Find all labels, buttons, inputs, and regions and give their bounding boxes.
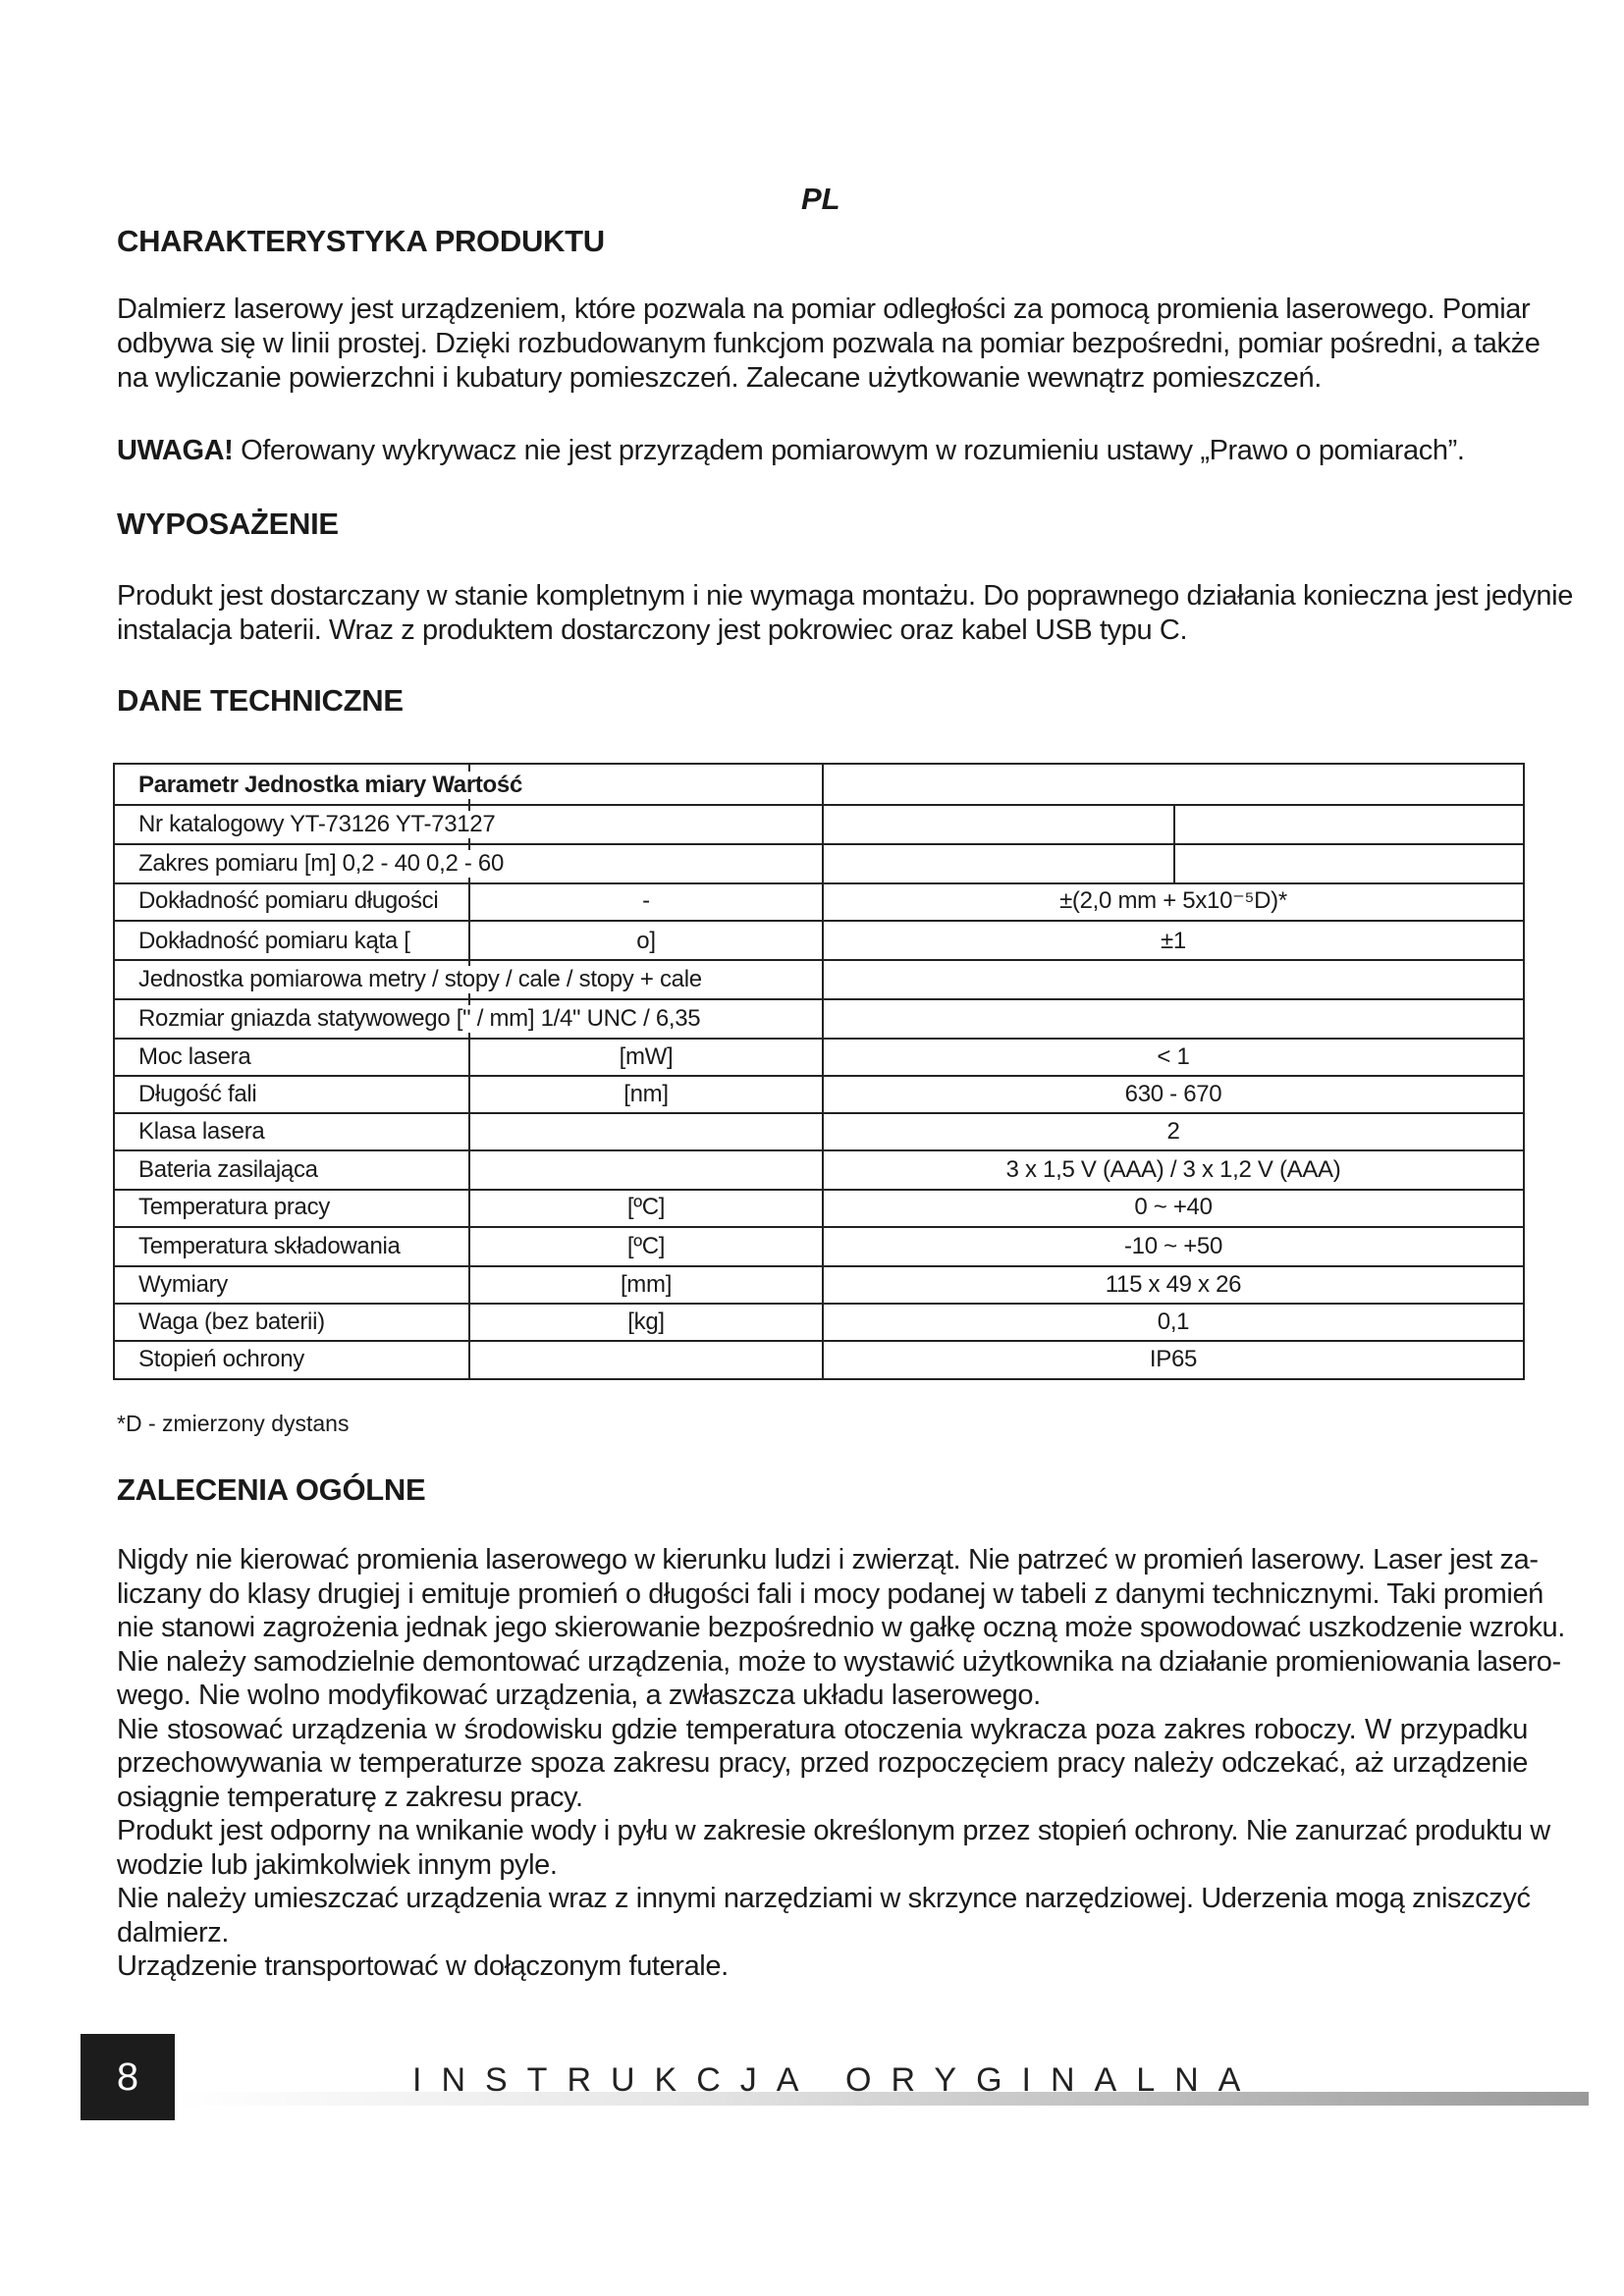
table-row-divider <box>115 1075 1523 1077</box>
table-cell-value: 2 <box>1166 1118 1180 1145</box>
text-line: Dalmierz laserowy jest urządzeniem, które pozwala na pomiar odległości za pomocą promienia laserowego. Pomiar <box>117 294 1531 325</box>
table-row-divider <box>115 1340 1523 1342</box>
table-cell-unit: [ºC] <box>626 1233 666 1259</box>
equipment-paragraph <box>117 579 1573 648</box>
text-line: osiągnie temperaturę z zakresu pracy. <box>117 1781 583 1813</box>
table-row-divider <box>115 1226 1523 1228</box>
table-cell-value: ±1 <box>1161 928 1186 954</box>
table-cell-value: 3 x 1,5 V (AAA) / 3 x 1,2 V (AAA) <box>1005 1156 1341 1183</box>
heading-equipment: WYPOSAŻENIE <box>117 507 339 541</box>
table-footnote: *D - zmierzony dystans <box>117 1411 350 1436</box>
table-cell-param: Waga (bez baterii) <box>138 1308 325 1335</box>
text-line: nie stanowi zagrożenia jednak jego skierowanie bezpośrednio w gałkę oczną może spowodować uszkodzenie wzroku. <box>117 1612 1565 1643</box>
table-cell-unit: o] <box>636 928 656 954</box>
table-cell-unit: [mm] <box>620 1271 673 1298</box>
text-line: wodzie lub jakimkolwiek innym pyle. <box>117 1848 558 1881</box>
table-row-divider <box>115 959 1523 961</box>
heading-tech: DANE TECHNICZNE <box>117 683 404 718</box>
table-cell-value: ±(2,0 mm + 5x10⁻⁵D)* <box>1059 887 1287 914</box>
text-line: wego. Nie wolno modyfikować urządzenia, a zwłaszcza układu laserowego. <box>117 1680 1041 1711</box>
general-paragraph <box>117 1543 1565 1984</box>
table-row-divider <box>115 1112 1523 1114</box>
text-line: Nie stosować urządzenia w środowisku gdzie temperatura otoczenia wykracza poza zakres roboczy. W przypadku <box>117 1713 1528 1745</box>
heading-general: ZALECENIA OGÓLNE <box>117 1472 426 1507</box>
table-row-divider <box>115 1149 1523 1151</box>
table-cell-param: Bateria zasilająca <box>138 1156 318 1183</box>
text-line: liczany do klasy drugiej i emituje promień o długości fali i mocy podanej w tabeli z danymi technicznymi. Taki promień <box>117 1577 1543 1610</box>
text-line: Produkt jest odporny na wnikanie wody i pyłu w zakresie określonym przez stopień ochrony. Nie zanurzać produktu w <box>117 1815 1550 1846</box>
warning-text: Oferowany wykrywacz nie jest przyrządem pomiarowym w rozumieniu ustawy „Prawo o pomiarach”. <box>233 435 1465 466</box>
table-cell-param: Rozmiar gniazda statywowego [" / mm] 1/4" UNC / 6,35 <box>138 1005 701 1032</box>
table-cell-value: 0 ~ +40 <box>1134 1194 1213 1220</box>
heading-characteristics: CHARAKTERYSTYKA PRODUKTU <box>117 224 605 258</box>
table-cell-param: Wymiary <box>138 1271 229 1298</box>
table-cell-value: < 1 <box>1157 1043 1190 1070</box>
table-cell-value: 630 - 670 <box>1124 1081 1222 1107</box>
table-cell-unit: - <box>642 887 650 914</box>
table-row-divider <box>115 1189 1523 1191</box>
text-line: na wyliczanie powierzchni i kubatury pomieszczeń. Zalecane użytkowanie wewnątrz pomieszczeń. <box>117 362 1322 394</box>
text-line: Produkt jest dostarczany w stanie kompletnym i nie wymaga montażu. Do poprawnego działania konieczna jest jedynie <box>117 580 1573 612</box>
table-cell-unit: [ºC] <box>626 1194 666 1220</box>
table-cell-unit: [nm] <box>623 1081 669 1107</box>
table-cell-param: Klasa lasera <box>138 1118 265 1145</box>
table-cell-param: Temperatura pracy <box>138 1194 330 1220</box>
table-row-divider <box>115 882 1523 884</box>
table-cell-param: Jednostka pomiarowa metry / stopy / cale / stopy + cale <box>138 966 702 992</box>
table-row-divider <box>115 843 1523 845</box>
table-cell-value: 115 x 49 x 26 <box>1105 1271 1242 1298</box>
language-marker: PL <box>801 182 840 216</box>
table-cell-param: Dokładność pomiaru kąta [ <box>138 928 410 954</box>
table-cell-unit: [kg] <box>627 1308 665 1335</box>
table-cell-param: Temperatura składowania <box>138 1233 401 1259</box>
text-line: dalmierz. <box>117 1916 230 1949</box>
table-cell-param: Zakres pomiaru [m] 0,2 - 40 0,2 - 60 <box>138 850 505 877</box>
warning-paragraph <box>117 434 1528 468</box>
table-row-divider <box>115 1038 1523 1040</box>
tech-spec-table <box>113 763 1525 1380</box>
text-line: Urządzenie transportować w dołączonym futerale. <box>117 1950 729 1982</box>
table-cell-param: Dokładność pomiaru długości <box>138 887 439 914</box>
text-line: Nie należy samodzielnie demontować urządzenia, może to wystawić użytkownika na działanie promieniowania lasero- <box>117 1645 1561 1678</box>
warning-label: UWAGA! <box>117 435 234 466</box>
table-row-divider <box>115 804 1523 806</box>
table-cell-value: 0,1 <box>1157 1308 1190 1335</box>
characteristics-paragraph <box>117 293 1541 396</box>
page-number: 8 <box>81 2034 175 2120</box>
table-cell-value: IP65 <box>1149 1346 1198 1372</box>
table-row-divider <box>115 998 1523 1000</box>
text-line: Nie należy umieszczać urządzenia wraz z innymi narzędziami w skrzynce narzędziowej. Uderzenia mogą zniszczyć <box>117 1883 1531 1914</box>
table-row-divider <box>115 920 1523 922</box>
text-line: Nigdy nie kierować promienia laserowego w kierunku ludzi i zwierząt. Nie patrzeć w promień laserowy. Laser jest za- <box>117 1544 1539 1575</box>
table-cell-param: Nr katalogowy YT-73126 YT-73127 <box>138 811 496 837</box>
table-cell-param: Stopień ochrony <box>138 1346 304 1372</box>
table-cell-unit: [mW] <box>619 1043 674 1070</box>
footer-title: INSTRUKCJA ORYGINALNA <box>412 2061 1261 2099</box>
table-cell-value: -10 ~ +50 <box>1123 1233 1223 1259</box>
table-row-divider <box>115 1303 1523 1305</box>
text-line: odbywa się w linii prostej. Dzięki rozbudowanym funkcjom pozwala na pomiar bezpośredni, pomiar pośredni, a także <box>117 328 1541 359</box>
text-line: przechowywania w temperaturze spoza zakresu pracy, przed rozpoczęciem pracy należy odczekać, aż urządzenie <box>117 1747 1528 1779</box>
table-header: Parametr Jednostka miary Wartość <box>138 772 523 798</box>
text-line: instalacja baterii. Wraz z produktem dostarczony jest pokrowiec oraz kabel USB typu C. <box>117 614 1188 646</box>
table-cell-param: Moc lasera <box>138 1043 251 1070</box>
table-row-divider <box>115 1265 1523 1267</box>
table-cell-param: Długość fali <box>138 1081 257 1107</box>
